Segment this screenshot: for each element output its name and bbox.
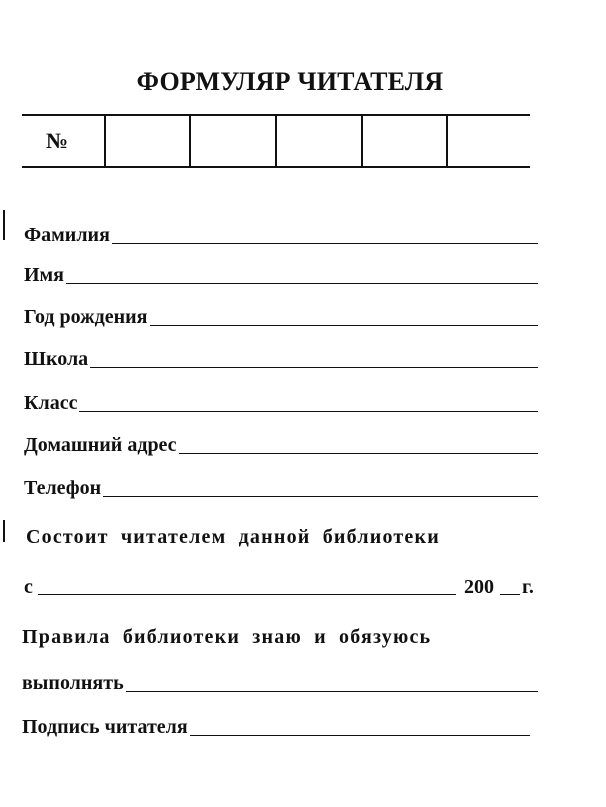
class-field[interactable] bbox=[24, 392, 538, 415]
rules-field[interactable] bbox=[22, 672, 538, 695]
phone-field[interactable] bbox=[24, 477, 538, 500]
number-cell-1[interactable] bbox=[104, 114, 106, 166]
phone-line[interactable] bbox=[103, 496, 538, 497]
margin-mark bbox=[3, 520, 5, 542]
rules-line[interactable] bbox=[126, 691, 538, 692]
school-line[interactable] bbox=[90, 367, 538, 368]
page-title: ФОРМУЛЯР ЧИТАТЕЛЯ bbox=[136, 67, 444, 96]
class-line[interactable] bbox=[79, 411, 538, 412]
margin-mark bbox=[3, 210, 5, 240]
membership-statement: Состоит читателем данной библиотеки bbox=[26, 526, 440, 548]
rules-statement: Правила библиотеки знаю и обязуюсь bbox=[22, 626, 432, 648]
signature-field[interactable] bbox=[22, 716, 530, 739]
number-box-bottom-rule bbox=[22, 166, 530, 168]
name-label: Имя bbox=[24, 264, 64, 286]
number-cell-3[interactable] bbox=[275, 114, 277, 166]
address-field[interactable] bbox=[24, 434, 538, 457]
birth-year-field[interactable] bbox=[24, 306, 538, 329]
number-cell-4[interactable] bbox=[361, 114, 363, 166]
year-prefix: 200 bbox=[464, 576, 494, 598]
surname-line[interactable] bbox=[112, 243, 538, 244]
since-prefix: с bbox=[24, 576, 33, 598]
rules-continuation: выполнять bbox=[22, 672, 124, 694]
school-field[interactable] bbox=[24, 348, 538, 371]
school-label: Школа bbox=[24, 348, 89, 370]
signature-line[interactable] bbox=[190, 735, 530, 736]
name-field[interactable] bbox=[24, 264, 538, 287]
signature-label: Подпись читателя bbox=[22, 716, 188, 738]
class-label: Класс bbox=[24, 392, 78, 414]
address-label: Домашний адрес bbox=[24, 434, 177, 456]
birth-year-line[interactable] bbox=[150, 325, 539, 326]
year-suffix: г. bbox=[522, 576, 534, 598]
surname-label: Фамилия bbox=[24, 224, 110, 246]
address-line[interactable] bbox=[179, 453, 538, 454]
year-digits-line[interactable] bbox=[500, 594, 520, 595]
since-date-line[interactable] bbox=[38, 594, 456, 595]
birth-year-label: Год рождения bbox=[24, 306, 148, 328]
name-line[interactable] bbox=[66, 283, 538, 284]
number-cell-5[interactable] bbox=[446, 114, 448, 166]
number-cell-2[interactable] bbox=[189, 114, 191, 166]
surname-field[interactable] bbox=[24, 224, 538, 247]
number-label: № bbox=[46, 128, 69, 153]
phone-label: Телефон bbox=[24, 477, 102, 499]
